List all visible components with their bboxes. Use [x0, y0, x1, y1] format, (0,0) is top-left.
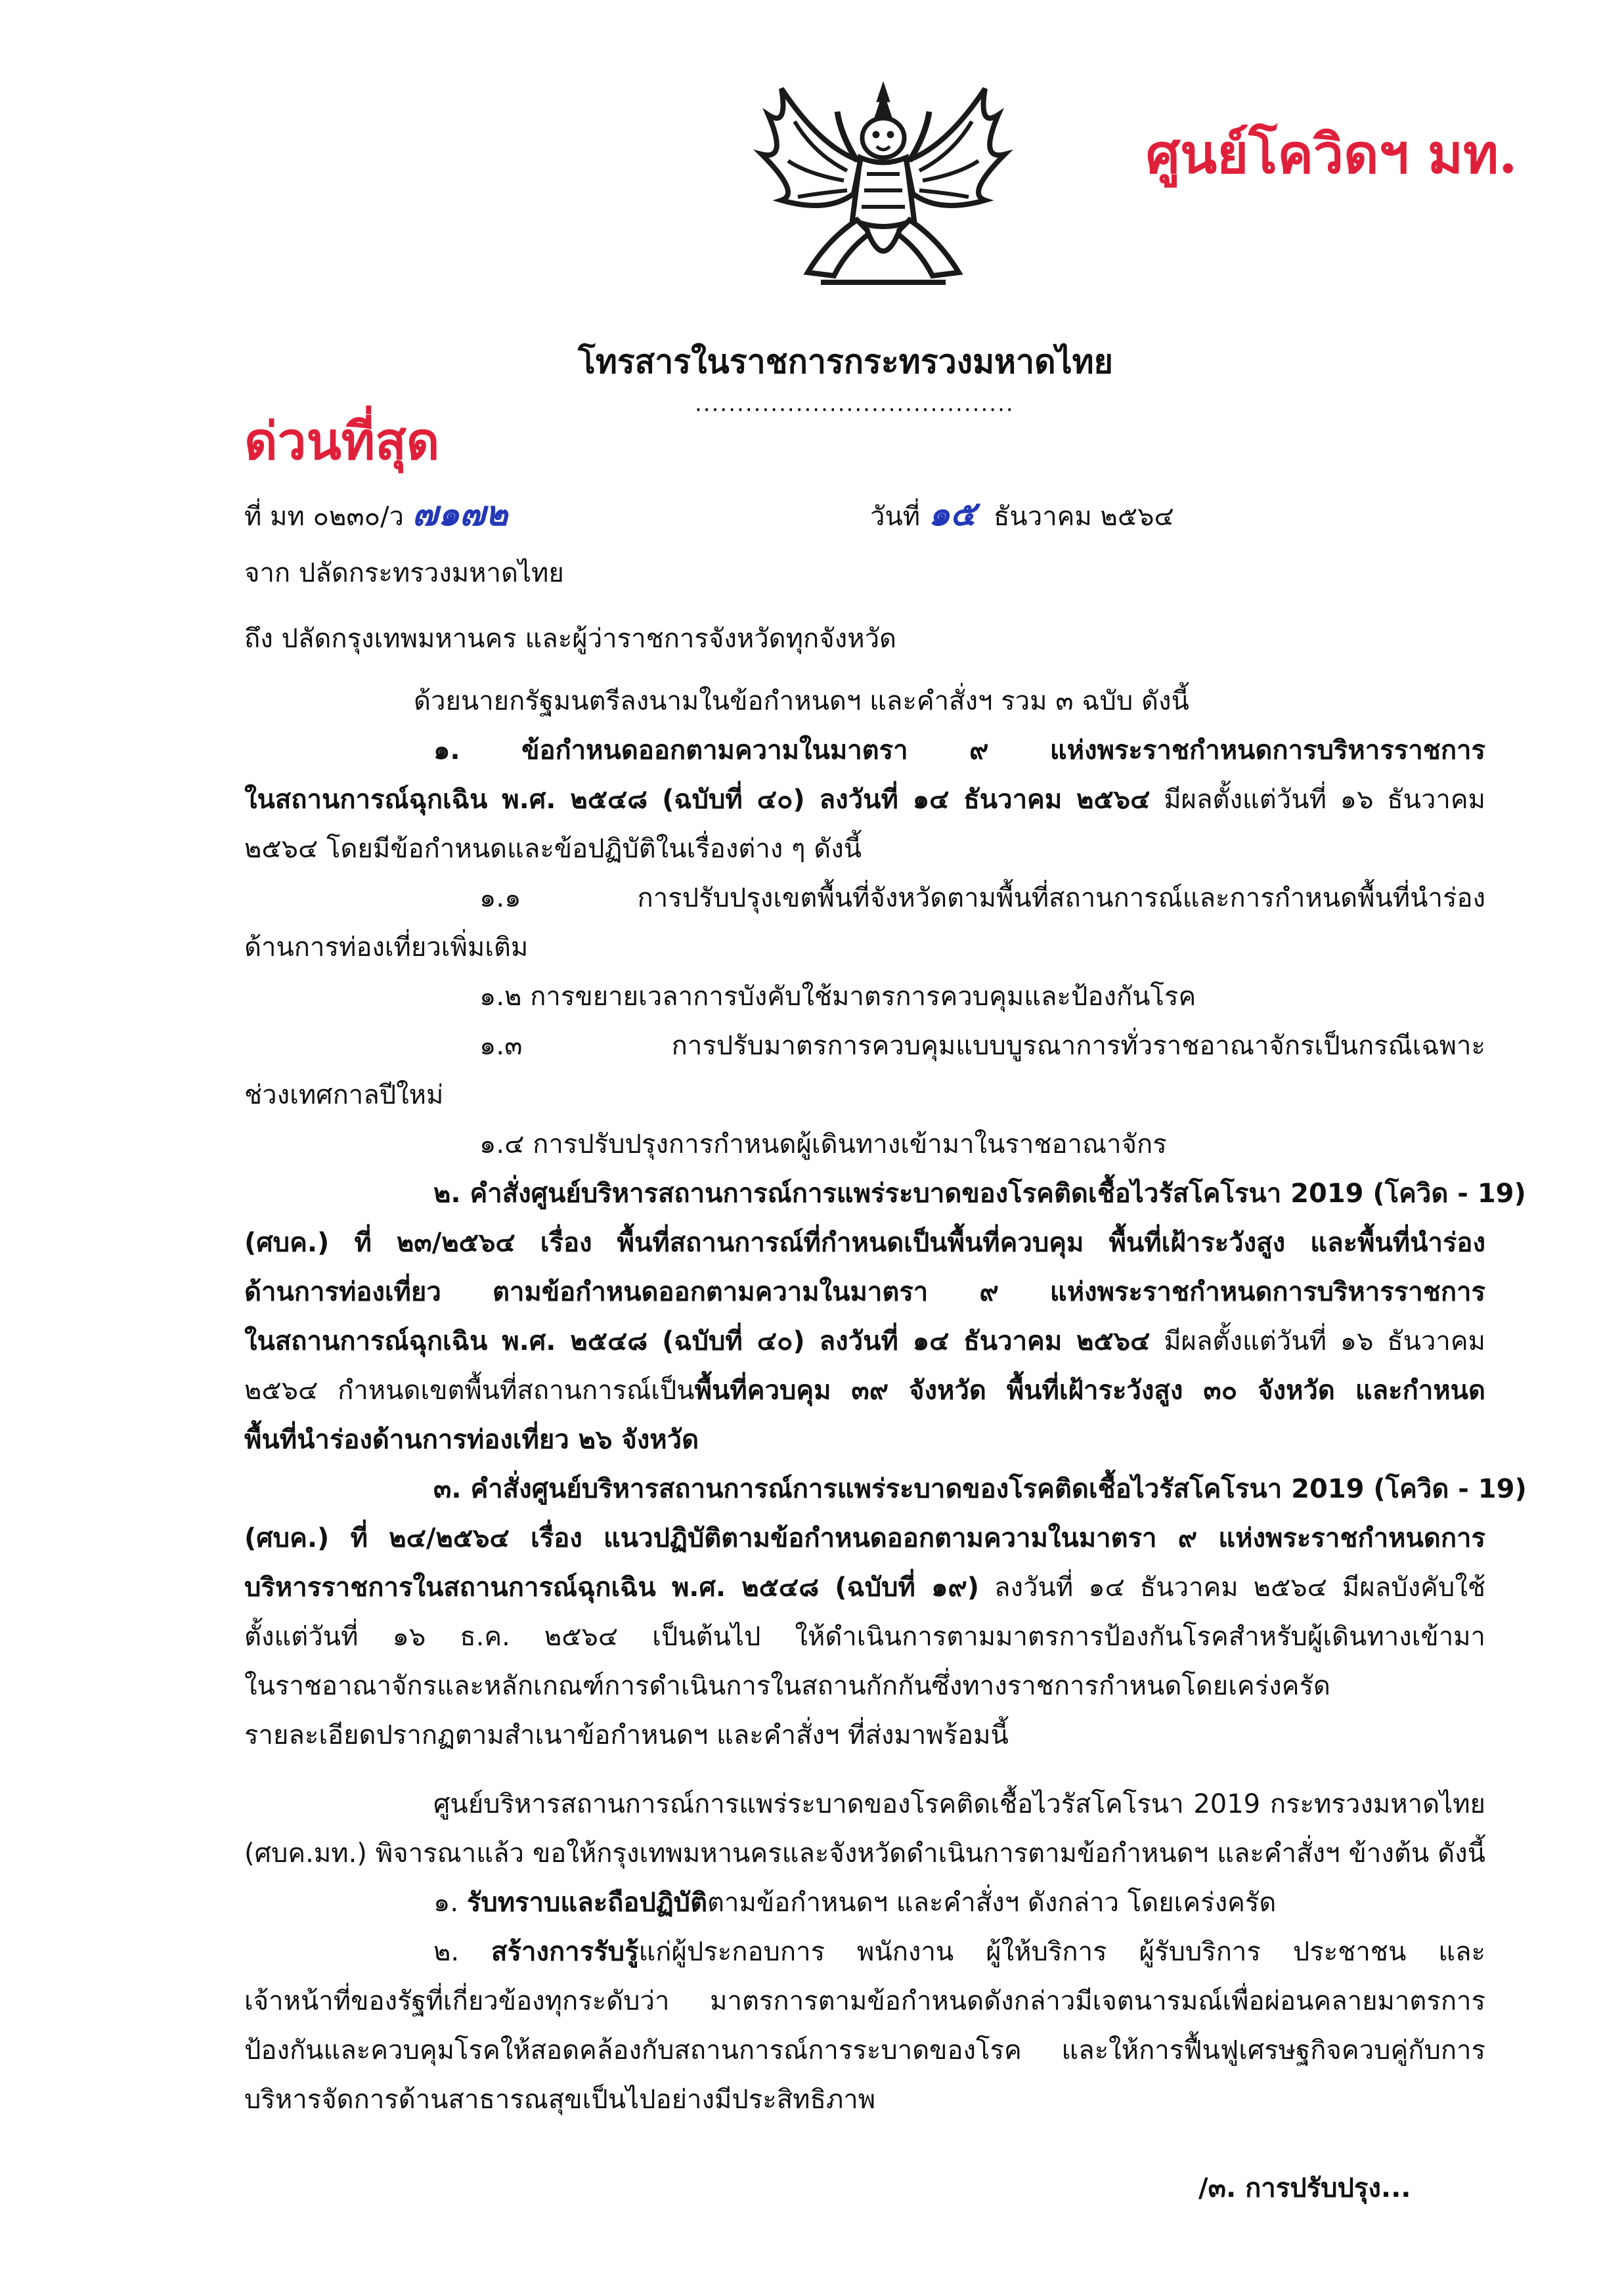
item1-1-line2: ด้านการท่องเที่ยวเพิ่มเติม [244, 932, 529, 963]
item2-line4-plain: มีผลตั้งแต่วันที่ ๑๖ ธันวาคม [1164, 1326, 1485, 1356]
action2-line1 [433, 1930, 1485, 1972]
action1-bold: รับทราบและถือปฏิบัติ [466, 1888, 708, 1918]
action1-line [433, 1881, 1276, 1923]
item2-line4-bold: ในสถานการณ์ฉุกเฉิน พ.ศ. ๒๕๔๘ (ฉบับที่ ๔๐) ลงวันที่ ๑๔ ธันวาคม ๒๕๖๔ [244, 1326, 1151, 1356]
item1-4: ๑.๔ การปรับปรุงการกำหนดผู้เดินทางเข้ามาในราชอาณาจักร [479, 1129, 1167, 1159]
item1-3-line1: ๑.๓ การปรับมาตรการควบคุมแบบบูรณาการทั่วราชอาณาจักรเป็นกรณีเฉพาะ [479, 1031, 1485, 1061]
para2-line2: (ศบค.มท.) พิจารณาแล้ว ขอให้กรุงเทพมหานครและจังหวัดดำเนินการตามข้อกำหนดฯ และคำสั่งฯ ข้างต้น ดังนี้ [244, 1838, 1485, 1869]
item3-line3-bold: บริหารราชการในสถานการณ์ฉุกเฉิน พ.ศ. ๒๕๔๘ (ฉบับที่ ๑๙) [244, 1572, 980, 1603]
urgency-label: ด่วนที่สุด [244, 412, 440, 471]
action2-rest: แก่ผู้ประกอบการ พนักงาน ผู้ให้บริการ ผู้รับบริการ ประชาชน และ [638, 1937, 1485, 1967]
action2-line3: ป้องกันและควบคุมโรคให้สอดคล้องกับสถานการณ์การระบาดของโรค และให้การฟื้นฟูเศรษฐกิจควบคู่กับการ [244, 2035, 1485, 2066]
reference-prefix: ที่ มท ๐๒๓๐/ว [244, 502, 405, 532]
date-month-year: ธันวาคม ๒๕๖๔ [993, 502, 1174, 532]
item3-line3-plain: ลงวันที่ ๑๔ ธันวาคม ๒๕๖๔ มีผลบังคับใช้ [994, 1572, 1485, 1603]
item3-line5: ในราชอาณาจักรและหลักเกณฑ์การดำเนินการในสถานกักกันซึ่งทางราชการกำหนดโดยเคร่งครัด [244, 1671, 1330, 1701]
item3-line3 [244, 1566, 1485, 1608]
item3-line1: ๓. คำสั่งศูนย์บริหารสถานการณ์การแพร่ระบาดของโรคติดเชื้อไวรัสโคโรนา 2019 (โควิด - 19) [433, 1474, 1527, 1504]
item2-line3: ด้านการท่องเที่ยว ตามข้อกำหนดออกตามความในมาตรา ๙ แห่งพระราชกำหนดการบริหารราชการ [244, 1277, 1485, 1307]
action2-line4: บริหารจัดการด้านสาธารณสุขเป็นไปอย่างมีประสิทธิภาพ [244, 2085, 876, 2115]
from-line: จาก ปลัดกระทรวงมหาดไทย [244, 558, 564, 588]
item2-line6: พื้นที่นำร่องด้านการท่องเที่ยว ๒๖ จังหวัด [244, 1425, 699, 1455]
continuation-note: /๓. การปรับปรุง... [1198, 2173, 1411, 2203]
action2-line2: เจ้าหน้าที่ของรัฐที่เกี่ยวข้องทุกระดับว่า มาตรการตามข้อกำหนดดังกล่าวมีเจตนารมณ์เพื่อผ่อนคลายมาตรการ [244, 1986, 1485, 2016]
item2-line2: (ศบค.) ที่ ๒๓/๒๕๖๔ เรื่อง พื้นที่สถานการณ์ที่กำหนดเป็นพื้นที่ควบคุม พื้นที่เฝ้าระวังสูง และพื้นที่นำร่อง [244, 1228, 1485, 1258]
header-title: โทรสารในราชการกระทรวงมหาดไทย [578, 343, 1113, 381]
item1-line2-bold: ในสถานการณ์ฉุกเฉิน พ.ศ. ๒๕๔๘ (ฉบับที่ ๔๐) ลงวันที่ ๑๔ ธันวาคม ๒๕๖๔ [244, 785, 1151, 815]
para2-line1: ศูนย์บริหารสถานการณ์การแพร่ระบาดของโรคติดเชื้อไวรัสโคโรนา 2019 กระทรวงมหาดไทย [433, 1789, 1485, 1819]
action1-rest: ตามข้อกำหนดฯ และคำสั่งฯ ดังกล่าว โดยเคร่งครัด [707, 1888, 1277, 1918]
action2-number: ๒. [433, 1937, 460, 1967]
stamp-text: ศูนย์โควิดฯ มท. [1146, 123, 1518, 186]
item2-line1: ๒. คำสั่งศูนย์บริหารสถานการณ์การแพร่ระบาดของโรคติดเชื้อไวรัสโคโรนา 2019 (โควิด - 19) [433, 1179, 1526, 1209]
intro-paragraph: ด้วยนายกรัฐมนตรีลงนามในข้อกำหนดฯ และคำสั่งฯ รวม ๓ ฉบับ ดังนี้ [414, 686, 1189, 716]
reference-line [244, 486, 508, 540]
item2-line4 [244, 1320, 1485, 1362]
item1-1-line1: ๑.๑ การปรับปรุงเขตพื้นที่จังหวัดตามพื้นที่สถานการณ์และการกำหนดพื้นที่นำร่อง [479, 883, 1485, 913]
item1-line3: ๒๕๖๔ โดยมีข้อกำหนดและข้อปฏิบัติในเรื่องต่าง ๆ ดังนี้ [244, 834, 862, 864]
reference-number: ๗๑๗๒ [412, 494, 508, 534]
action2-bold: สร้างการรับรู้ [491, 1937, 639, 1967]
item2-line5 [244, 1369, 1485, 1411]
item1-2: ๑.๒ การขยายเวลาการบังคับใช้มาตรการควบคุมและป้องกันโรค [479, 982, 1196, 1012]
header-dots: ...................................... [695, 391, 1015, 417]
date-day: ๑๕ [928, 494, 977, 534]
detail-line: รายละเอียดปรากฏตามสำเนาข้อกำหนดฯ และคำสั่งฯ ที่ส่งมาพร้อมนี้ [244, 1720, 1009, 1750]
item1-3-line2: ช่วงเทศกาลปีใหม่ [244, 1080, 444, 1110]
item3-line4: ตั้งแต่วันที่ ๑๖ ธ.ค. ๒๕๖๔ เป็นต้นไป ให้ดำเนินการตามมาตรการป้องกันโรคสำหรับผู้เดินทางเข้ามา [244, 1622, 1485, 1652]
garuda-emblem-icon [742, 76, 1024, 299]
item1-line1: ๑. ข้อกำหนดออกตามความในมาตรา ๙ แห่งพระราชกำหนดการบริหารราชการ [433, 735, 1485, 766]
item3-line2: (ศบค.) ที่ ๒๔/๒๕๖๔ เรื่อง แนวปฏิบัติตามข้อกำหนดออกตามความในมาตรา ๙ แห่งพระราชกำหนดการ [244, 1523, 1485, 1553]
item2-line5-plain: ๒๕๖๔ กำหนดเขตพื้นที่สถานการณ์เป็น [244, 1375, 695, 1406]
item1-line2-plain: มีผลตั้งแต่วันที่ ๑๖ ธันวาคม [1164, 785, 1485, 815]
to-line: ถึง ปลัดกรุงเทพมหานคร และผู้ว่าราชการจังหวัดทุกจังหวัด [244, 624, 897, 654]
action1-number: ๑. [433, 1888, 459, 1918]
date-prefix: วันที่ [870, 502, 921, 532]
item2-line5-bold: พื้นที่ควบคุม ๓๙ จังหวัด พื้นที่เฝ้าระวังสูง ๓๐ จังหวัด และกำหนด [694, 1375, 1486, 1406]
date-line [870, 486, 1174, 540]
item1-line2 [244, 778, 1485, 820]
